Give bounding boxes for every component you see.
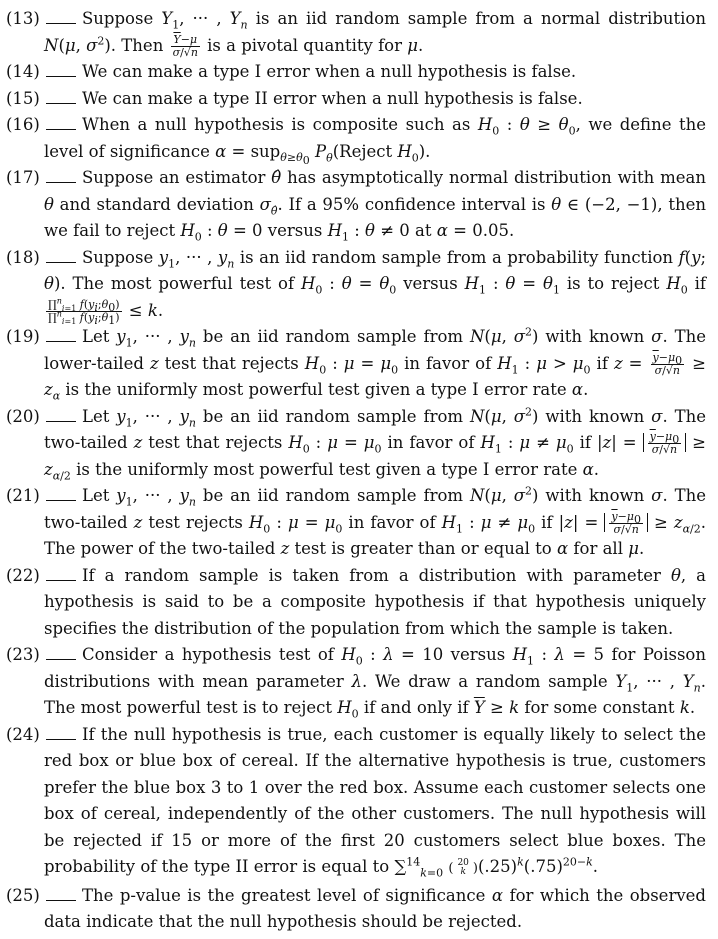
question-number: (17)	[6, 168, 40, 187]
answer-blank[interactable]	[46, 485, 76, 501]
question-number: (14)	[6, 62, 40, 81]
question-14: (14) We can make a type I error when a null hypothesis is false.	[6, 59, 706, 86]
question-number: (20)	[6, 406, 40, 426]
question-25: (25) The p-value is the greatest level of significance α for which the observed data indicate that the null hypothesis should be rejected.	[6, 883, 706, 936]
question-16: (16) When a null hypothesis is composite such as $H_0$ : $\theta \ge \theta_0$, we define the level of significance α = sup$_{\theta\ge\theta_0}$ $P_\theta(Reject$ $H_0$).	[6, 112, 706, 165]
answer-blank[interactable]	[46, 885, 76, 901]
question-number: (16)	[6, 115, 40, 134]
answer-blank[interactable]	[46, 406, 76, 422]
question-number: (18)	[6, 247, 40, 267]
question-23: (23) Consider a hypothesis test of $H_0$ : λ = 10 versus $H_1$ : λ = 5 for Poisson distributions with mean parameter λ. We draw a random sample $Y_1$, ··· , $Y_n$. The most powerful test is to reject $H_0$ if and only if $\overline{Y} \ge k$ for some constant k.	[6, 642, 706, 722]
question-number: (19)	[6, 327, 40, 346]
question-number: (22)	[6, 565, 40, 585]
question-13: (13) Suppose $Y_1$, ··· , $Y_n$ is an iid random sample from a normal distribution N(μ, $\sigma^2$). Then $\frac{\overline{Y}-\mu}{\sigma/√n}$ is a pivotal quantity for μ.	[6, 6, 706, 59]
answer-blank[interactable]	[46, 724, 76, 740]
question-18: (18) Suppose $y_1$, ··· , $y_n$ is an iid random sample from a probability function f(y; θ). The most powerful test of $H_0$ : $\theta = \theta_0$ versus $H_1$ : $\theta = \theta_1$ is to reject $H_0$ if $\frac{\prod^n_{i=1} f(y_i;\theta_0)}{\prod^n_{i=1} f(y_i;\theta_1)}$ ≤ k.	[6, 245, 706, 325]
question-19: (19) Let $y_1$, ··· , $y_n$ be an iid random sample from N(μ, $\sigma^2$) with known σ. The lower-tailed z test that rejects $H_0$ : $\mu = \mu_0$ in favor of $H_1$ : $\mu > \mu_0$ if z = $\frac{\overline{y}-\mu_0}{\sigma/√n}$ ≥ $z_\alpha$ is the uniformly most powerful test given a type I error rate α.	[6, 325, 706, 403]
question-15: (15) We can make a type II error when a null hypothesis is false.	[6, 86, 706, 113]
answer-blank[interactable]	[46, 8, 76, 24]
question-20: (20) Let $y_1$, ··· , $y_n$ be an iid random sample from N(μ, $\sigma^2$) with known σ. The two-tailed z test that rejects $H_0$ : $\mu = \mu_0$ in favor of $H_1$ : $\mu \ne \mu_0$ if |z| = $\frac{\overline{y}-\mu_0}{\sigma/√n}$ ≥ $z_{\alpha/2}$ is the uniformly most powerful test given a type I error rate α.	[6, 405, 706, 482]
answer-blank[interactable]	[46, 644, 76, 660]
question-17: (17) Suppose an estimator θ̂ has asymptotically normal distribution with mean θ and standard deviation $\sigma_{\thetâ}$. If a 95% confidence interval is θ ∈ (−2, −1), then we fail to reject $H_0$ : θ = 0 versus $H_1$ : θ ≠ 0 at α = 0.05.	[6, 165, 706, 245]
question-number: (23)	[6, 645, 40, 664]
question-number: (24)	[6, 724, 40, 744]
question-number: (13)	[6, 9, 40, 28]
answer-blank[interactable]	[46, 326, 76, 342]
answer-blank[interactable]	[46, 88, 76, 104]
answer-blank[interactable]	[46, 565, 76, 581]
question-24: (24) If the null hypothesis is true, each customer is equally likely to select the red box or blue box of cereal. If the alternative hypothesis is true, customers prefer the blue box 3 to 1 over the red box. Assume each customer selects one box of cereal, independently of the other customers. The null hypothesis will be rejected if 15 or more of the first 20 customers select blue boxes. The probability of the type II error is equal to ∑$^{14}_{k=0}$ ( 20 k )$(.25)^k(.75)^{20-k}$.	[6, 722, 706, 883]
answer-blank[interactable]	[46, 114, 76, 130]
question-number: (21)	[6, 486, 40, 505]
answer-blank[interactable]	[46, 247, 76, 263]
question-22: (22) If a random sample is taken from a distribution with parameter θ, a hypothesis is said to be a composite hypothesis if that hypothesis uniquely specifies the distribution of the population from which the sample is taken.	[6, 563, 706, 643]
question-number: (15)	[6, 88, 40, 108]
answer-blank[interactable]	[46, 61, 76, 77]
question-number: (25)	[6, 885, 40, 905]
question-21: (21) Let $y_1$, ··· , $y_n$ be an iid random sample from N(μ, $\sigma^2$) with known σ. The two-tailed z test rejects $H_0$ : $\mu = \mu_0$ in favor of $H_1$ : $\mu \ne \mu_0$ if |z| = $\frac{\overline{y}-\mu_0}{\sigma/√n}$ ≥ $z_{\alpha/2}$. The power of the two-tailed z test is greater than or equal to α for all μ.	[6, 484, 706, 558]
answer-blank[interactable]	[46, 167, 76, 183]
